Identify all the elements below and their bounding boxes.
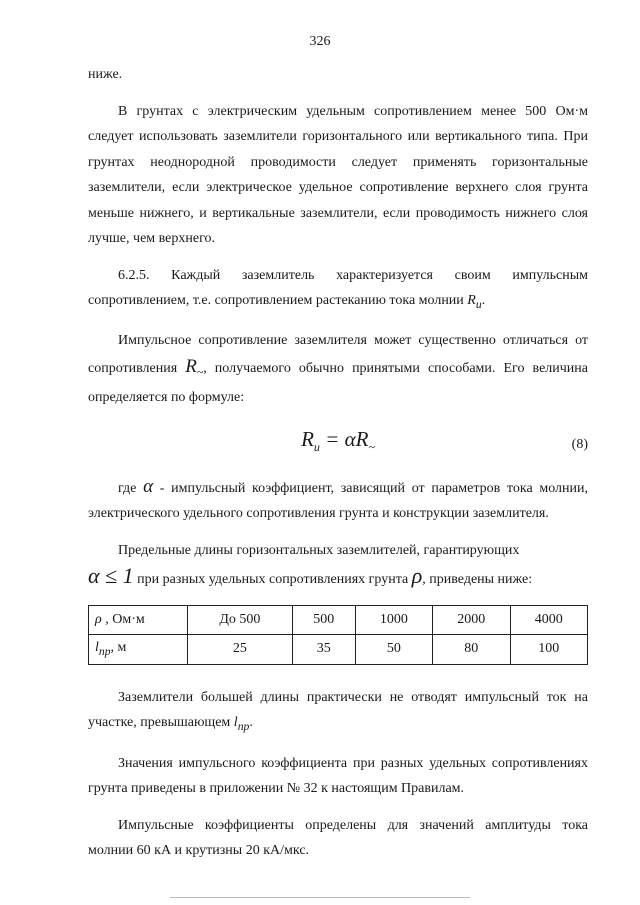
paragraph-limit-lengths [88, 538, 588, 564]
formula [301, 427, 375, 461]
label-unit: , Ом·м [101, 611, 145, 627]
paragraph-text: где [118, 480, 144, 496]
symbol-rho: ρ [411, 563, 423, 589]
table-row-label [89, 634, 188, 664]
document-body [88, 62, 588, 875]
formula-rhs-sub: ~ [368, 439, 375, 454]
paragraph-formula-intro [88, 328, 588, 410]
table-row-label [89, 605, 188, 634]
paragraph-end: . [481, 293, 486, 308]
symbol-l: l [95, 639, 99, 655]
paragraph-text: , приведены ниже: [422, 572, 533, 588]
symbol-alpha: α [143, 475, 154, 497]
paragraph-text: Предельные длины горизонтальных заземлителей, гарантирующих [118, 542, 520, 558]
paragraph-longer-grounding [88, 685, 588, 740]
formula-lhs: R [301, 426, 314, 451]
subscript: ~ [196, 365, 204, 379]
paragraph-text: 6.2.5. Каждый заземлитель характеризуется своим импульсным сопротивлением, т.е. сопротивлением растеканию тока молнии [88, 267, 588, 308]
limit-length-table [88, 605, 588, 665]
paragraph-text: - импульсный коэффициент, зависящий от параметров тока молнии, электрического удельного сопротивления грунта и конструкции заземлителя. [88, 480, 588, 522]
table-cell: 100 [510, 634, 588, 664]
formula-equals: = [319, 426, 345, 451]
subscript: пр [98, 644, 111, 658]
table-cell: 2000 [433, 605, 510, 634]
table-cell: До 500 [188, 605, 293, 634]
table-cell: 25 [188, 634, 293, 664]
label-unit: , м [110, 639, 127, 655]
formula-number: (8) [571, 436, 588, 452]
paragraph-end: . [249, 715, 253, 731]
table-cell: 80 [433, 634, 510, 664]
table-cell: 500 [292, 605, 355, 634]
symbol-l: l [233, 715, 238, 731]
paragraph-continuation: ниже. [88, 67, 123, 82]
table-cell: 50 [355, 634, 432, 664]
paragraph-appendix-reference: Значения импульсного коэффициента при разных удельных сопротивлениях грунта приведены в приложении № 32 к настоящим Правилам. [88, 755, 588, 797]
paragraph-text: Заземлители большей длины практически не отводят импульсный ток на участке, превышающем [88, 689, 588, 731]
paragraph-text: , получаемого обычно принятыми способами. Его величина определяется по формуле: [88, 360, 588, 406]
symbol-r: R [467, 293, 476, 308]
page-number: 326 [309, 34, 331, 49]
formula-rhs: αR [344, 426, 369, 451]
symbol-r: R [185, 355, 197, 377]
paragraph-text: Импульсное сопротивление заземлителя может существенно отличаться от сопротивления [88, 333, 588, 376]
paragraph-limit-lengths-cont [88, 563, 588, 593]
formula-row [88, 422, 588, 466]
paragraph-alpha-definition [88, 474, 588, 527]
bottom-divider [170, 897, 470, 898]
table-cell: 1000 [355, 605, 432, 634]
subscript: пр [237, 720, 250, 734]
table-row [89, 605, 588, 634]
paragraph-coefficient-conditions: Импульсные коэффициенты определены для значений амплитуды тока молнии 60 кА и крутизны 20 кА/мкс. [88, 817, 588, 859]
subscript: и [475, 297, 482, 311]
symbol-rho: ρ [95, 611, 102, 627]
table-row [89, 634, 588, 664]
paragraph-impulse-resistance [88, 263, 588, 318]
table-cell: 35 [292, 634, 355, 664]
table-cell: 4000 [510, 605, 588, 634]
paragraph-text: при разных удельных сопротивлениях грунта [133, 572, 412, 588]
formula-lhs-sub: и [313, 439, 320, 454]
condition-alpha: α ≤ 1 [88, 563, 134, 589]
paragraph-soil-types: В грунтах с электрическим удельным сопротивлением менее 500 Ом·м следует использовать заземлители горизонтального или вертикального типа. При грунтах неоднородной проводимости следует применять горизонтальные заземлители, если электрическое удельное сопротивление верхнего слоя грунта меньше нижнего, и вертикальные заземлители, если проводимость нижнего слоя лучше, чем верхнего. [88, 103, 588, 246]
